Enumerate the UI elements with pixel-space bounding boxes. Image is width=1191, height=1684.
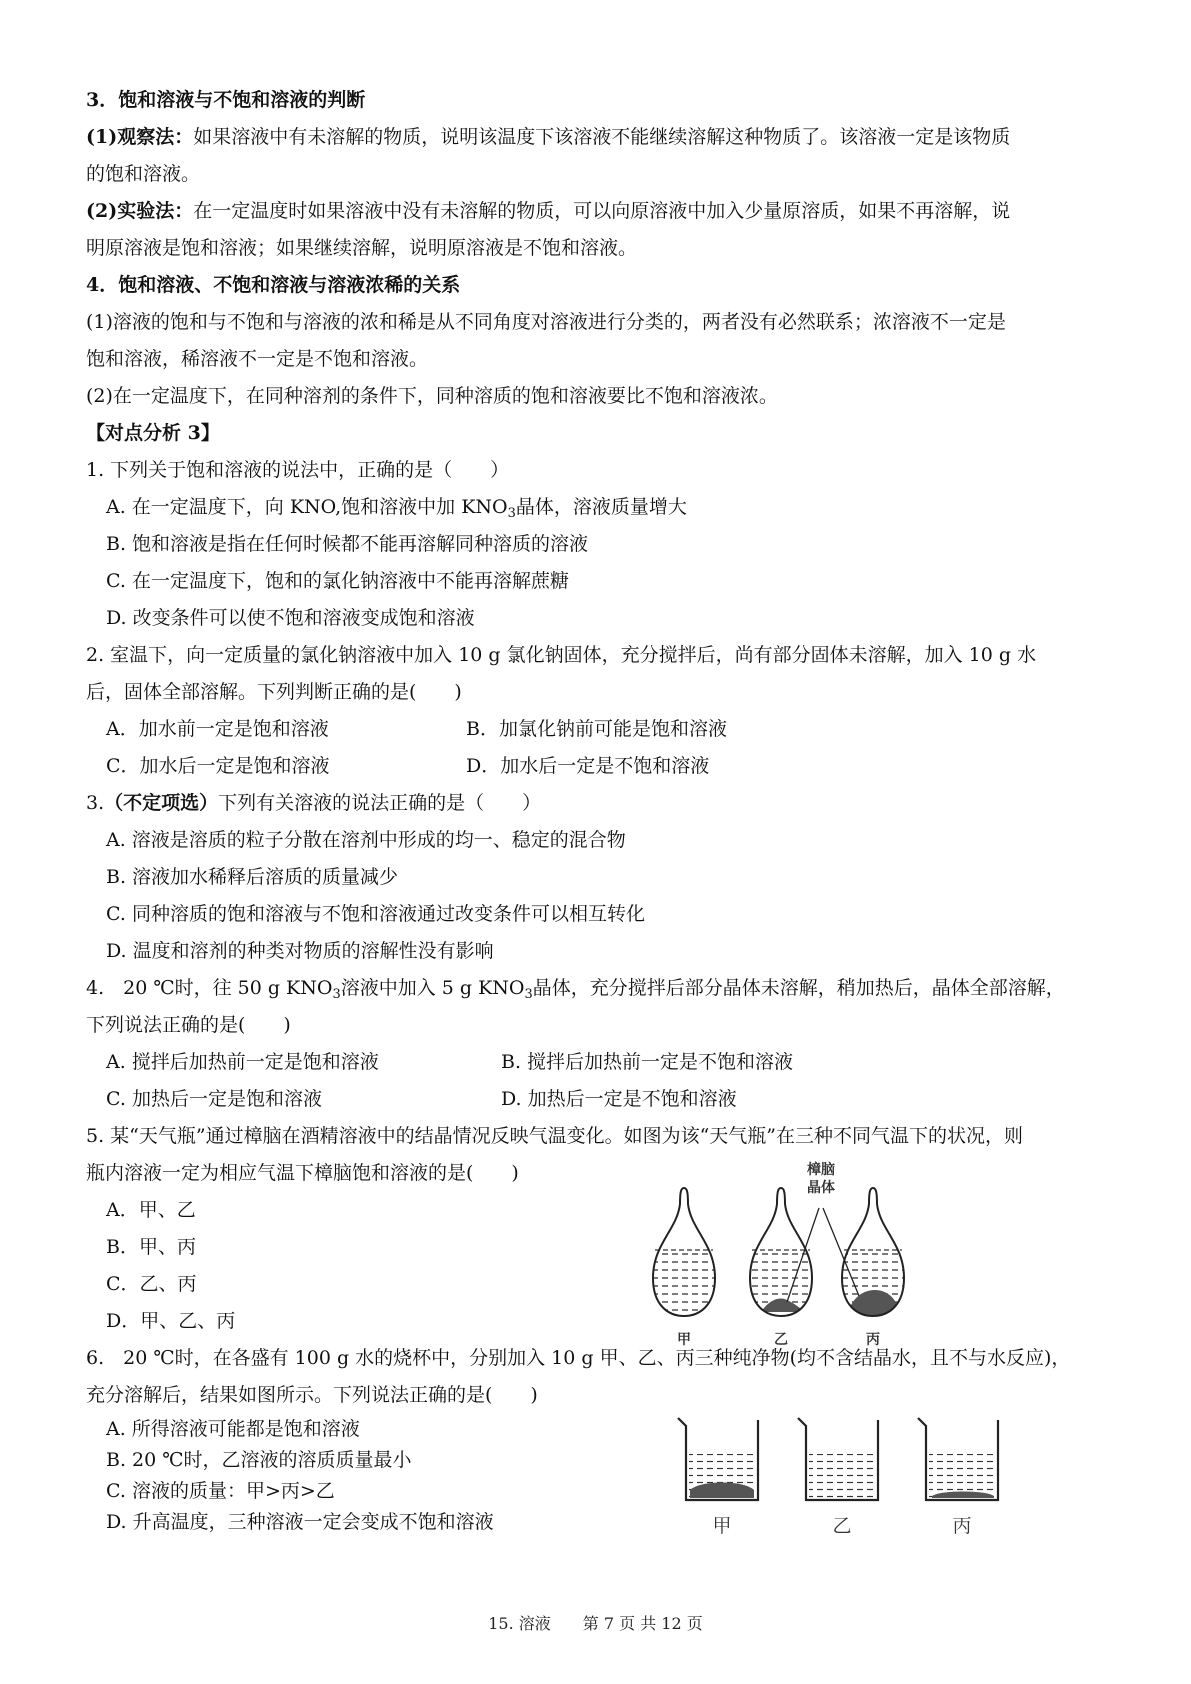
section3-heading: 3．饱和溶液与不饱和溶液的判断 [86,89,366,111]
q2-options-row2 [86,748,1116,785]
q4-sub2: 3 [524,987,533,1002]
q1-a-post: 晶体，溶液质量增大 [515,496,687,518]
q2-option-a: A．加水前一定是饱和溶液 [106,718,329,740]
q5-option-c: C．乙、丙 [106,1273,197,1295]
q5-stem-l1: 5. 某“天气瓶”通过樟脑在酒精溶液中的结晶情况反映气温变化。如图为该“天气瓶”在三种不同气温下的状况，则 [86,1125,1024,1147]
q4-mid: 溶液中加入 5 g KNO [340,977,525,999]
q5-stem-l2: 瓶内溶液一定为相应气温下樟脑饱和溶液的是( ) [86,1162,519,1184]
exp-text-l2: 明原溶液是饱和溶液；如果继续溶解，说明原溶液是不饱和溶液。 [86,237,638,259]
q5-option-d: D．甲、乙、丙 [106,1310,236,1332]
beaker-label-bing: 丙 [952,1515,972,1537]
exp-paragraph [86,193,1116,230]
document-page [86,82,1116,1538]
q3-stem [86,785,1116,822]
q2-option-d: D．加水后一定是不饱和溶液 [466,755,710,777]
q1-a-sub: 3 [507,506,516,521]
section4-heading: 4．饱和溶液、不饱和溶液与溶液浓稀的关系 [86,274,461,296]
q4-sub1: 3 [332,987,341,1002]
section4-p1-l2: 饱和溶液，稀溶液不一定是不饱和溶液。 [86,348,429,370]
q4-stem-l1 [86,970,1116,1007]
bottle-label-jia: 甲 [677,1332,691,1348]
q4-pre: 4. 20 ℃时，往 50 g KNO [86,977,333,999]
q6-stem-l2: 充分溶解后，结果如图所示。下列说法正确的是( ) [86,1384,538,1406]
weather-bottle-figure [651,1162,916,1353]
q6-option-a: A. 所得溶液可能都是饱和溶液 [106,1418,360,1440]
q3-num: 3. [86,792,105,814]
exp-text-l1: 在一定温度时如果溶液中没有未溶解的物质，可以向原溶液中加入少量原溶质，如果不再溶解，说 [193,200,1011,222]
beakers-figure [676,1416,1006,1541]
bottle-bing [840,1188,906,1320]
q3-option-c: C. 同种溶质的饱和溶液与不饱和溶液通过改变条件可以相互转化 [106,903,645,925]
q6-option-c: C. 溶液的质量：甲>丙>乙 [106,1480,335,1502]
q1-stem: 1. 下列关于饱和溶液的说法中，正确的是（ ） [86,459,510,481]
crystal-label-l2: 晶体 [807,1180,835,1196]
q1-option-b: B. 饱和溶液是指在任何时候都不能再溶解同种溶质的溶液 [106,533,589,555]
q3-option-a: A. 溶液是溶质的粒子分散在溶剂中形成的均一、稳定的混合物 [106,829,626,851]
beaker-label-yi: 乙 [832,1515,852,1537]
q4-option-c: C. 加热后一定是饱和溶液 [106,1088,322,1110]
q5-option-b: B．甲、丙 [106,1236,196,1258]
beaker-label-jia: 甲 [712,1515,732,1537]
q4-stem-l2: 下列说法正确的是( ) [86,1014,291,1036]
page-footer: 15. 溶液 第 7 页 共 12 页 [488,1614,703,1633]
q3-rest: 下列有关溶液的说法正确的是（ ） [218,792,542,814]
q2-option-b: B．加氯化钠前可能是饱和溶液 [466,718,727,740]
q3-option-d: D. 温度和溶剂的种类对物质的溶解性没有影响 [106,940,494,962]
bottle-label-yi: 乙 [774,1332,788,1348]
q4-option-a: A. 搅拌后加热前一定是饱和溶液 [106,1051,379,1073]
q2-option-c: C．加水后一定是饱和溶液 [106,755,330,777]
q4-option-b: B. 搅拌后加热前一定是不饱和溶液 [501,1051,794,1073]
section4-p2: (2)在一定温度下，在同种溶剂的条件下，同种溶质的饱和溶液要比不饱和溶液浓。 [86,385,778,407]
q1-option-a [86,489,1116,526]
q6-option-b: B. 20 ℃时，乙溶液的溶质质量最小 [106,1449,412,1471]
q4-option-d: D. 加热后一定是不饱和溶液 [501,1088,737,1110]
q4-options-row1 [86,1044,1116,1081]
beaker-jia [678,1418,758,1500]
bottle-yi [748,1188,814,1320]
q3-option-b: B. 溶液加水稀释后溶质的质量减少 [106,866,399,888]
obs-paragraph [86,119,1116,156]
bottle-jia [651,1188,717,1320]
q6-options-block [86,1414,1116,1538]
q2-stem-l2: 后，固体全部溶解。下列判断正确的是( ) [86,681,462,703]
crystal-label-l1: 樟脑 [807,1162,835,1178]
q3-tag: （不定项选） [104,792,219,814]
q1-option-c: C. 在一定温度下，饱和的氯化钠溶液中不能再溶解蔗糖 [106,570,569,592]
q6-stem-l1: 6. 20 ℃时，在各盛有 100 g 水的烧杯中，分别加入 10 g 甲、乙、丙三种纯净物(均不含结晶水，且不与水反应)， [86,1347,1071,1369]
obs-text-l1: 如果溶液中有未溶解的物质，说明该温度下该溶液不能继续溶解这种物质了。该溶液一定是该物质 [193,126,1011,148]
q1-option-d: D. 改变条件可以使不饱和溶液变成饱和溶液 [106,607,475,629]
exp-label: (2)实验法： [86,200,194,222]
beaker-bing [918,1418,998,1500]
section4-p1-l1: (1)溶液的饱和与不饱和与溶液的浓和稀是从不同角度对溶液进行分类的，两者没有必然联系；浓溶液不一定是 [86,311,1006,333]
q2-options-row1 [86,711,1116,748]
bottle-label-bing: 丙 [866,1332,880,1348]
q2-stem-l1: 2. 室温下，向一定质量的氯化钠溶液中加入 10 g 氯化钠固体，充分搅拌后，尚有部分固体未溶解，加入 10 g 水 [86,644,1037,666]
q4-post: 晶体，充分搅拌后部分晶体未溶解，稍加热后，晶体全部溶解， [532,977,1065,999]
beaker-yi [798,1418,878,1500]
obs-text-l2: 的饱和溶液。 [86,163,201,185]
analysis-heading: 【对点分析 3】 [86,422,220,444]
q6-option-d: D. 升高温度，三种溶液一定会变成不饱和溶液 [106,1511,494,1533]
q1-a-pre: A. 在一定温度下，向 KNO,饱和溶液中加 KNO [106,496,508,518]
obs-label: (1)观察法： [86,126,194,148]
q5-option-a: A．甲、乙 [106,1199,196,1221]
q4-options-row2 [86,1081,1116,1118]
